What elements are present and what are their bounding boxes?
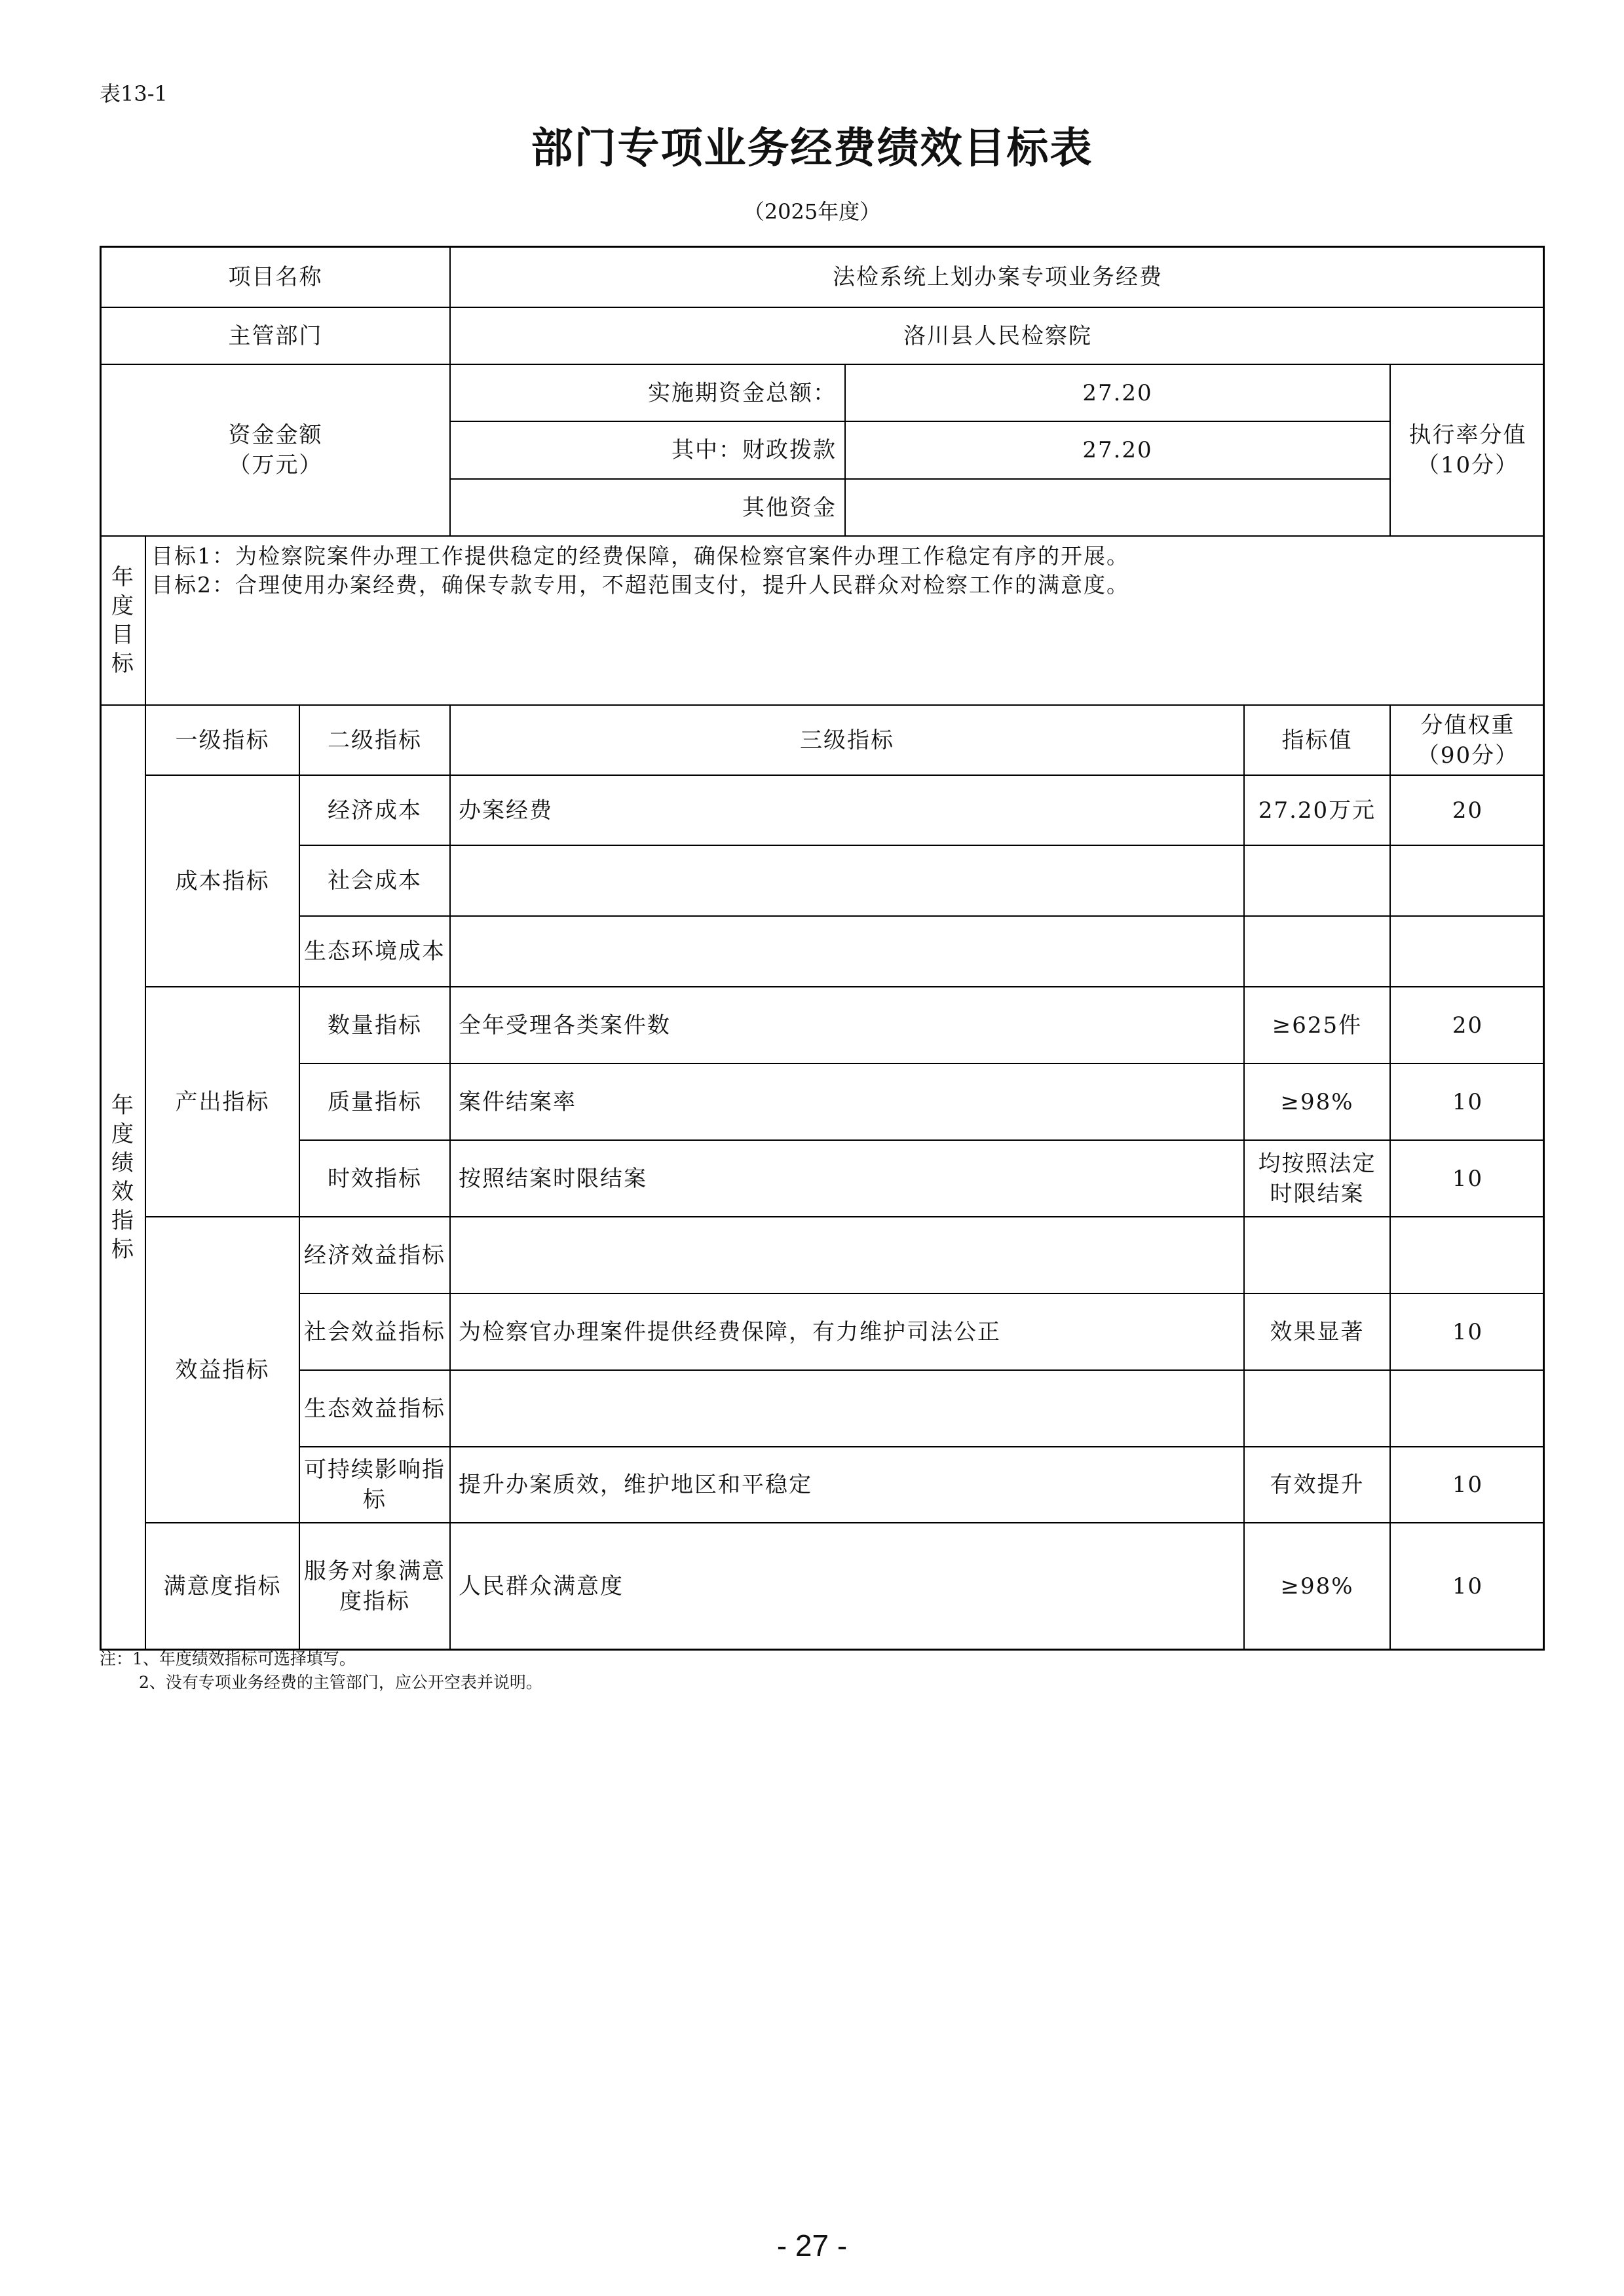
form-number: 表13-1 [100, 81, 168, 106]
row-weight: 10 [1391, 1294, 1545, 1371]
row-l3: 案件结案率 [451, 1064, 1245, 1141]
annual-goals-text [146, 537, 1545, 706]
row-l2: 经济成本 [300, 776, 451, 846]
header-level3: 三级指标 [451, 706, 1245, 776]
page-title: 部门专项业务经费绩效目标表 [531, 124, 1093, 173]
note-1: 注：1、年度绩效指标可选择填写。 [100, 1649, 356, 1668]
row-value [1245, 846, 1391, 917]
header-value: 指标值 [1245, 706, 1391, 776]
fiscal-funds-label: 其中：财政拨款 [451, 422, 846, 480]
perf-label-char: 指 [111, 1207, 135, 1234]
project-name-label: 项目名称 [102, 248, 451, 308]
funds-label [102, 365, 451, 537]
performance-table [100, 246, 1545, 1651]
row-l3 [451, 1217, 1245, 1294]
annual-goal-label [102, 537, 146, 706]
perf-label-char: 绩 [111, 1149, 135, 1176]
total-funds-value: 27.20 [846, 365, 1391, 422]
row-weight: 20 [1391, 776, 1545, 846]
row-l3: 提升办案质效，维护地区和平稳定 [451, 1447, 1245, 1523]
row-l2: 数量指标 [300, 987, 451, 1064]
exec-rate-line1: 执行率分值 [1408, 422, 1527, 448]
row-weight: 10 [1391, 1447, 1545, 1523]
row-weight [1391, 1371, 1545, 1447]
page-number: - 27 - [776, 2229, 848, 2263]
row-weight [1391, 917, 1545, 987]
header-level1: 一级指标 [146, 706, 300, 776]
perf-indicator-label [102, 706, 146, 1649]
other-funds-value [846, 480, 1391, 537]
row-weight: 10 [1452, 1573, 1484, 1599]
row-value [1245, 917, 1391, 987]
perf-label-char: 度 [111, 1120, 135, 1147]
row-value: 效果显著 [1245, 1294, 1391, 1371]
annual-goal-char: 标 [111, 651, 135, 677]
annual-goal-char: 目 [111, 622, 135, 648]
row-value [1245, 1371, 1391, 1447]
dept-label: 主管部门 [102, 308, 451, 365]
row-l2: 社会成本 [300, 846, 451, 917]
header-weight-line2: （90分） [1416, 742, 1519, 769]
group-cost: 成本指标 [146, 776, 300, 987]
row-l3: 全年受理各类案件数 [451, 987, 1245, 1064]
row-l3 [451, 1371, 1245, 1447]
row-l3 [451, 846, 1245, 917]
row-l3: 为检察官办理案件提供经费保障，有力维护司法公正 [451, 1294, 1245, 1371]
row-weight: 10 [1391, 1064, 1545, 1141]
project-name-value: 法检系统上划办案专项业务经费 [451, 248, 1545, 308]
annual-goal-char: 年 [111, 564, 135, 590]
footnotes [100, 1647, 542, 1694]
header-weight [1391, 706, 1545, 776]
row-l2: 生态环境成本 [300, 917, 451, 987]
fiscal-year: （2025年度） [743, 199, 881, 224]
row-l2: 社会效益指标 [300, 1294, 451, 1371]
exec-rate-line2: （10分） [1416, 452, 1519, 478]
fiscal-funds-value: 27.20 [846, 422, 1391, 480]
funds-label-line1: 资金金额 [228, 422, 323, 448]
row-value: ≥98% [1245, 1064, 1391, 1141]
note-2: 2、没有专项业务经费的主管部门，应公开空表并说明。 [139, 1673, 542, 1692]
row-value: ≥625件 [1245, 987, 1391, 1064]
row-weight: 20 [1391, 987, 1545, 1064]
row-value: ≥98% [1245, 1523, 1391, 1649]
goal-1: 目标1：为检察院案件办理工作提供稳定的经费保障，确保检察官案件办理工作稳定有序的开展。 [151, 543, 1129, 569]
header-weight-line1: 分值权重 [1420, 712, 1515, 738]
row-weight [1391, 1217, 1545, 1294]
goal-2: 目标2：合理使用办案经费，确保专款专用，不超范围支付，提升人民群众对检察工作的满意度。 [151, 572, 1129, 598]
row-l3 [451, 917, 1245, 987]
dept-value: 洛川县人民检察院 [451, 308, 1545, 365]
row-value [1245, 1217, 1391, 1294]
row-l2: 生态效益指标 [300, 1371, 451, 1447]
row-value: 27.20万元 [1245, 776, 1391, 846]
perf-label-char: 年 [111, 1092, 135, 1119]
row-value: 均按照法定时限结案 [1245, 1141, 1391, 1217]
group-benefit: 效益指标 [146, 1217, 300, 1523]
row-value: 有效提升 [1245, 1447, 1391, 1523]
total-funds-label: 实施期资金总额： [451, 365, 846, 422]
row-weight: 10 [1391, 1141, 1545, 1217]
row-l2: 服务对象满意度指标 [300, 1523, 451, 1649]
other-funds-label: 其他资金 [451, 480, 846, 537]
exec-rate-label [1391, 365, 1545, 537]
funds-label-line2: （万元） [228, 452, 323, 478]
group-satisfaction: 满意度指标 [146, 1523, 300, 1649]
group-output: 产出指标 [146, 987, 300, 1217]
row-l2: 可持续影响指标 [300, 1447, 451, 1523]
perf-label-char: 效 [111, 1178, 135, 1205]
row-l3: 办案经费 [451, 776, 1245, 846]
row-l2: 质量指标 [300, 1064, 451, 1141]
row-l3: 按照结案时限结案 [451, 1141, 1245, 1217]
row-weight [1391, 846, 1545, 917]
header-level2: 二级指标 [300, 706, 451, 776]
row-l3: 人民群众满意度 [451, 1523, 1245, 1649]
row-l2: 时效指标 [300, 1141, 451, 1217]
perf-label-char: 标 [111, 1236, 135, 1263]
annual-goal-char: 度 [111, 593, 135, 619]
row-l2: 经济效益指标 [300, 1217, 451, 1294]
